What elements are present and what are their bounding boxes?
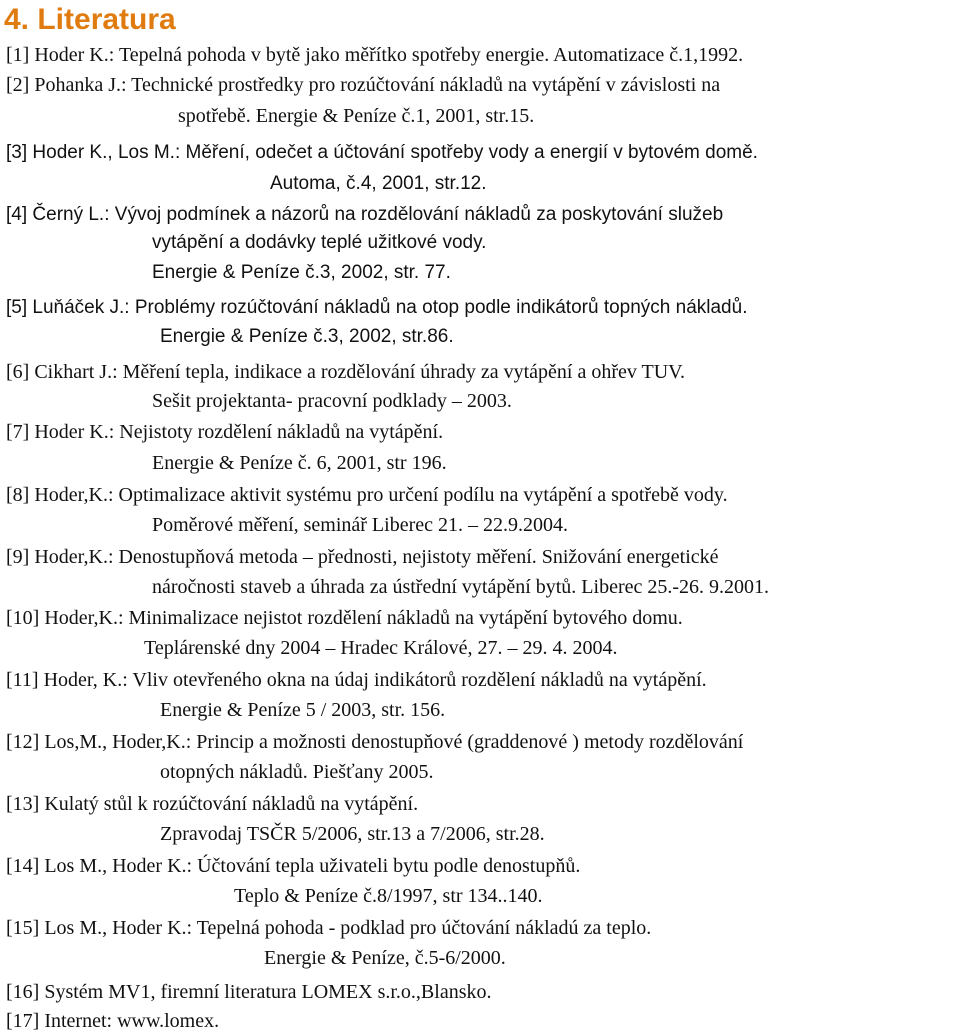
reference-9-line-2: náročnosti staveb a úhrada za ústřední vytápění bytů. Liberec 25.-26. 9.2001. — [152, 576, 770, 598]
reference-6-line-1: [6] Cikhart J.: Měření tepla, indikace a rozdělování úhrady za vytápění a ohřev TUV. — [6, 361, 686, 383]
reference-4-line-2: vytápění a dodávky teplé užitkové vody. — [152, 232, 487, 253]
reference-5-line-2: Energie & Peníze č.3, 2002, str.86. — [160, 326, 454, 347]
reference-5-line-1: [5] Luňáček J.: Problémy rozúčtování nákladů na otop podle indikátorů topných nákladů. — [6, 297, 748, 318]
reference-11-line-1: [11] Hoder, K.: Vliv otevřeného okna na údaj indikátorů rozdělení nákladů na vytápění. — [6, 669, 707, 691]
reference-2-line-1: [2] Pohanka J.: Technické prostředky pro rozúčtování nákladů na vytápění v závislosti na — [6, 74, 721, 96]
reference-12-line-1: [12] Los,M., Hoder,K.: Princip a možnosti denostupňové (graddenové ) metody rozdělování — [6, 731, 744, 753]
reference-3-line-2: Automa, č.4, 2001, str.12. — [270, 173, 487, 194]
reference-7-line-2: Energie & Peníze č. 6, 2001, str 196. — [152, 452, 447, 474]
reference-16-line-1: [16] Systém MV1, firemní literatura LOMEX s.r.o.,Blansko. — [6, 981, 492, 1003]
reference-10-line-2: Teplárenské dny 2004 – Hradec Králové, 27. – 29. 4. 2004. — [144, 637, 618, 659]
reference-6-line-2: Sešit projektanta- pracovní podklady – 2003. — [152, 390, 512, 412]
reference-10-line-1: [10] Hoder,K.: Minimalizace nejistot rozdělení nákladů na vytápění bytového domu. — [6, 607, 683, 629]
reference-3-line-1: [3] Hoder K., Los M.: Měření, odečet a účtování spotřeby vody a energií v bytovém domě. — [6, 142, 758, 163]
reference-13-line-1: [13] Kulatý stůl k rozúčtování nákladů na vytápění. — [6, 793, 419, 815]
reference-1-line-1: [1] Hoder K.: Tepelná pohoda v bytě jako měřítko spotřeby energie. Automatizace č.1,1992. — [6, 44, 744, 66]
reference-14-line-1: [14] Los M., Hoder K.: Účtování tepla uživateli bytu podle denostupňů. — [6, 855, 581, 877]
reference-12-line-2: otopných nákladů. Piešťany 2005. — [160, 761, 434, 783]
reference-4-line-3: Energie & Peníze č.3, 2002, str. 77. — [152, 262, 451, 283]
reference-15-line-1: [15] Los M., Hoder K.: Tepelná pohoda - podklad pro účtování nákladú za teplo. — [6, 917, 652, 939]
reference-13-line-2: Zpravodaj TSČR 5/2006, str.13 a 7/2006, str.28. — [160, 823, 545, 845]
reference-4-line-1: [4] Černý L.: Vývoj podmínek a názorů na rozdělování nákladů za poskytování služeb — [6, 204, 724, 225]
reference-2-line-2: spotřebě. Energie & Peníze č.1, 2001, str.15. — [178, 105, 535, 127]
reference-9-line-1: [9] Hoder,K.: Denostupňová metoda – přednosti, nejistoty měření. Snižování energetické — [6, 546, 719, 568]
reference-8-line-2: Poměrové měření, seminář Liberec 21. – 22.9.2004. — [152, 514, 568, 536]
section-heading: 4. Literatura — [4, 3, 176, 36]
reference-17-line-1: [17] Internet: www.lomex. — [6, 1010, 220, 1032]
reference-11-line-2: Energie & Peníze 5 / 2003, str. 156. — [160, 699, 446, 721]
reference-8-line-1: [8] Hoder,K.: Optimalizace aktivit systému pro určení podílu na vytápění a spotřebě vody. — [6, 484, 728, 506]
reference-7-line-1: [7] Hoder K.: Nejistoty rozdělení nákladů na vytápění. — [6, 421, 444, 443]
reference-14-line-2: Teplo & Peníze č.8/1997, str 134..140. — [234, 885, 543, 907]
reference-15-line-2: Energie & Peníze, č.5-6/2000. — [264, 947, 506, 969]
